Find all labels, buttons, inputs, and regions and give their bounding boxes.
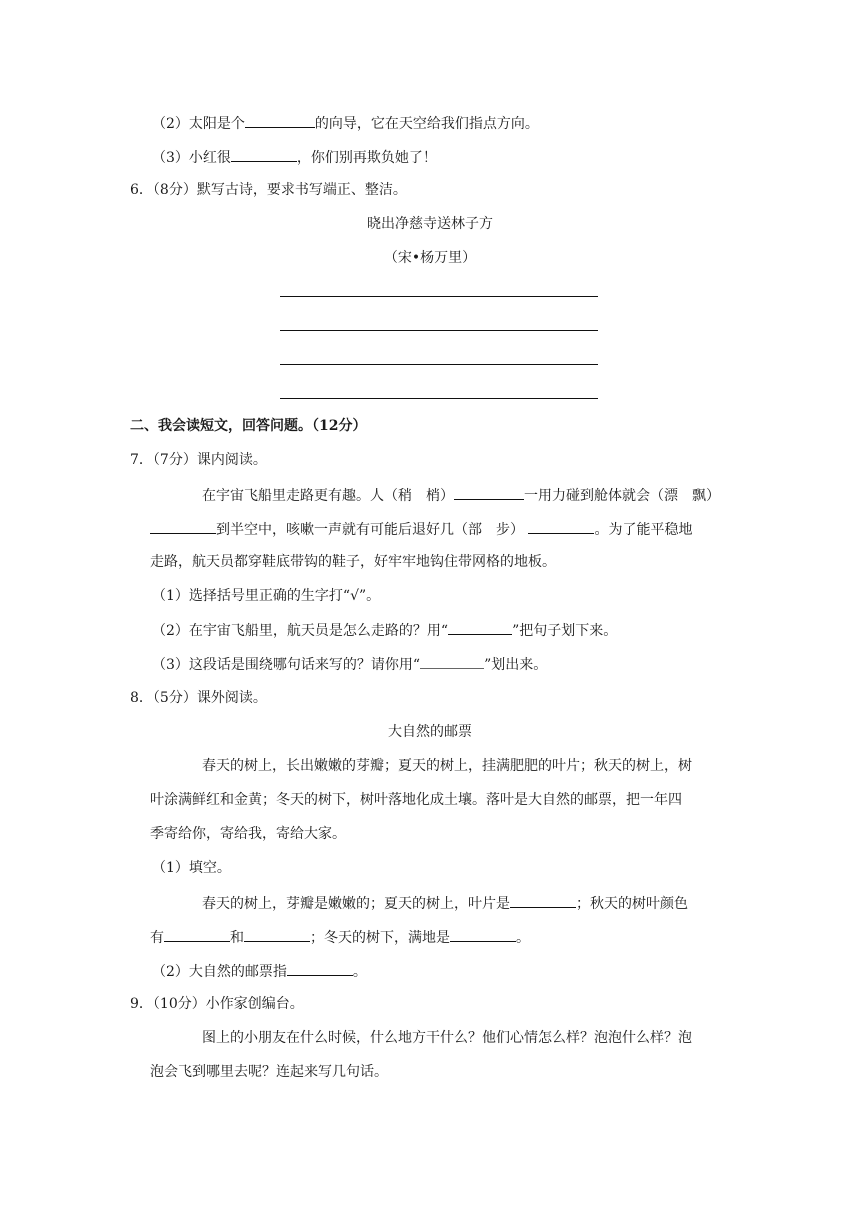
q8-passage-line-1: 春天的树上，长出嫩嫩的芽瓣；夏天的树上，挂满肥肥的叶片；秋天的树上，树 [202, 758, 692, 774]
q8-sub-2: （2）大自然的邮票指 。 [152, 960, 367, 982]
writing-line[interactable] [280, 330, 598, 331]
q5-item-2: （2）太阳是个 的向导，它在天空给我们指点方向。 [152, 112, 539, 134]
q8-passage-line-2: 叶涂满鲜红和金黄；冬天的树下，树叶落地化成土壤。落叶是大自然的邮票，把一年四 [150, 792, 682, 808]
q9-stem: 9．（10分）小作家创编台。 [130, 996, 304, 1012]
answer-blank[interactable] [287, 960, 353, 976]
q7-stem: 7．（7分）课内阅读。 [130, 452, 267, 468]
q7-passage-line-1: 在宇宙飞船里走路更有趣。人（稍 梢） 一用力碰到舱体就会（漂 飘） [202, 484, 720, 506]
q9-prompt-line-1: 图上的小朋友在什么时候，什么地方干什么？他们心情怎么样？泡泡什么样？泡 [202, 1030, 692, 1046]
q7-passage-line-2: 到半空中，咳嗽一声就有可能后退好几（部 步） 。为了能平稳地 [150, 518, 692, 540]
answer-blank[interactable] [510, 892, 576, 908]
answer-blank[interactable] [244, 926, 310, 942]
answer-blank[interactable] [164, 926, 230, 942]
q6-stem: 6．（8分）默写古诗，要求书写端正、整洁。 [130, 182, 407, 198]
q9-prompt-line-2: 泡会飞到哪里去呢？连起来写几句话。 [150, 1064, 388, 1080]
writing-line[interactable] [280, 296, 598, 297]
poem-title: 晓出净慈寺送林子方 [367, 216, 493, 232]
q7-sub-3: （3）这段话是围绕哪句话来写的？请你用“ ”划出来。 [152, 654, 547, 675]
writing-line[interactable] [280, 364, 598, 365]
q5-item-3: （3）小红很 ，你们别再欺负她了！ [152, 146, 437, 168]
q8-passage-line-3: 季寄给你，寄给我，寄给大家。 [150, 826, 346, 842]
q7-passage-line-3: 走路，航天员都穿鞋底带钩的鞋子，好牢牢地钩住带网格的地板。 [150, 554, 556, 570]
underline-sample-bold [448, 620, 512, 635]
q8-stem: 8．（5分）课外阅读。 [130, 690, 267, 706]
q7-sub-2: （2）在宇宙飞船里，航天员是怎么走路的？用“ ”把句子划下来。 [152, 620, 617, 641]
section-heading: 二、我会读短文，回答问题。（12分） [130, 418, 367, 434]
writing-line[interactable] [280, 398, 598, 399]
passage-title: 大自然的邮票 [388, 724, 472, 740]
q8-fill-line-1: 春天的树上，芽瓣是嫩嫩的；夏天的树上，叶片是 ；秋天的树叶颜色 [202, 892, 688, 914]
underline-sample-thin [420, 654, 484, 669]
answer-blank[interactable] [454, 484, 524, 500]
answer-blank[interactable] [450, 926, 516, 942]
q8-fill-line-2: 有 和 ；冬天的树下，满地是 。 [150, 926, 530, 948]
answer-blank[interactable] [231, 146, 297, 162]
poem-author: （宋•杨万里） [383, 250, 477, 266]
q8-sub-1: （1）填空。 [152, 860, 231, 876]
q7-sub-1: （1）选择括号里正确的生字打“√”。 [152, 588, 381, 604]
answer-blank[interactable] [150, 518, 216, 534]
answer-blank[interactable] [245, 112, 315, 128]
answer-blank[interactable] [528, 518, 594, 534]
